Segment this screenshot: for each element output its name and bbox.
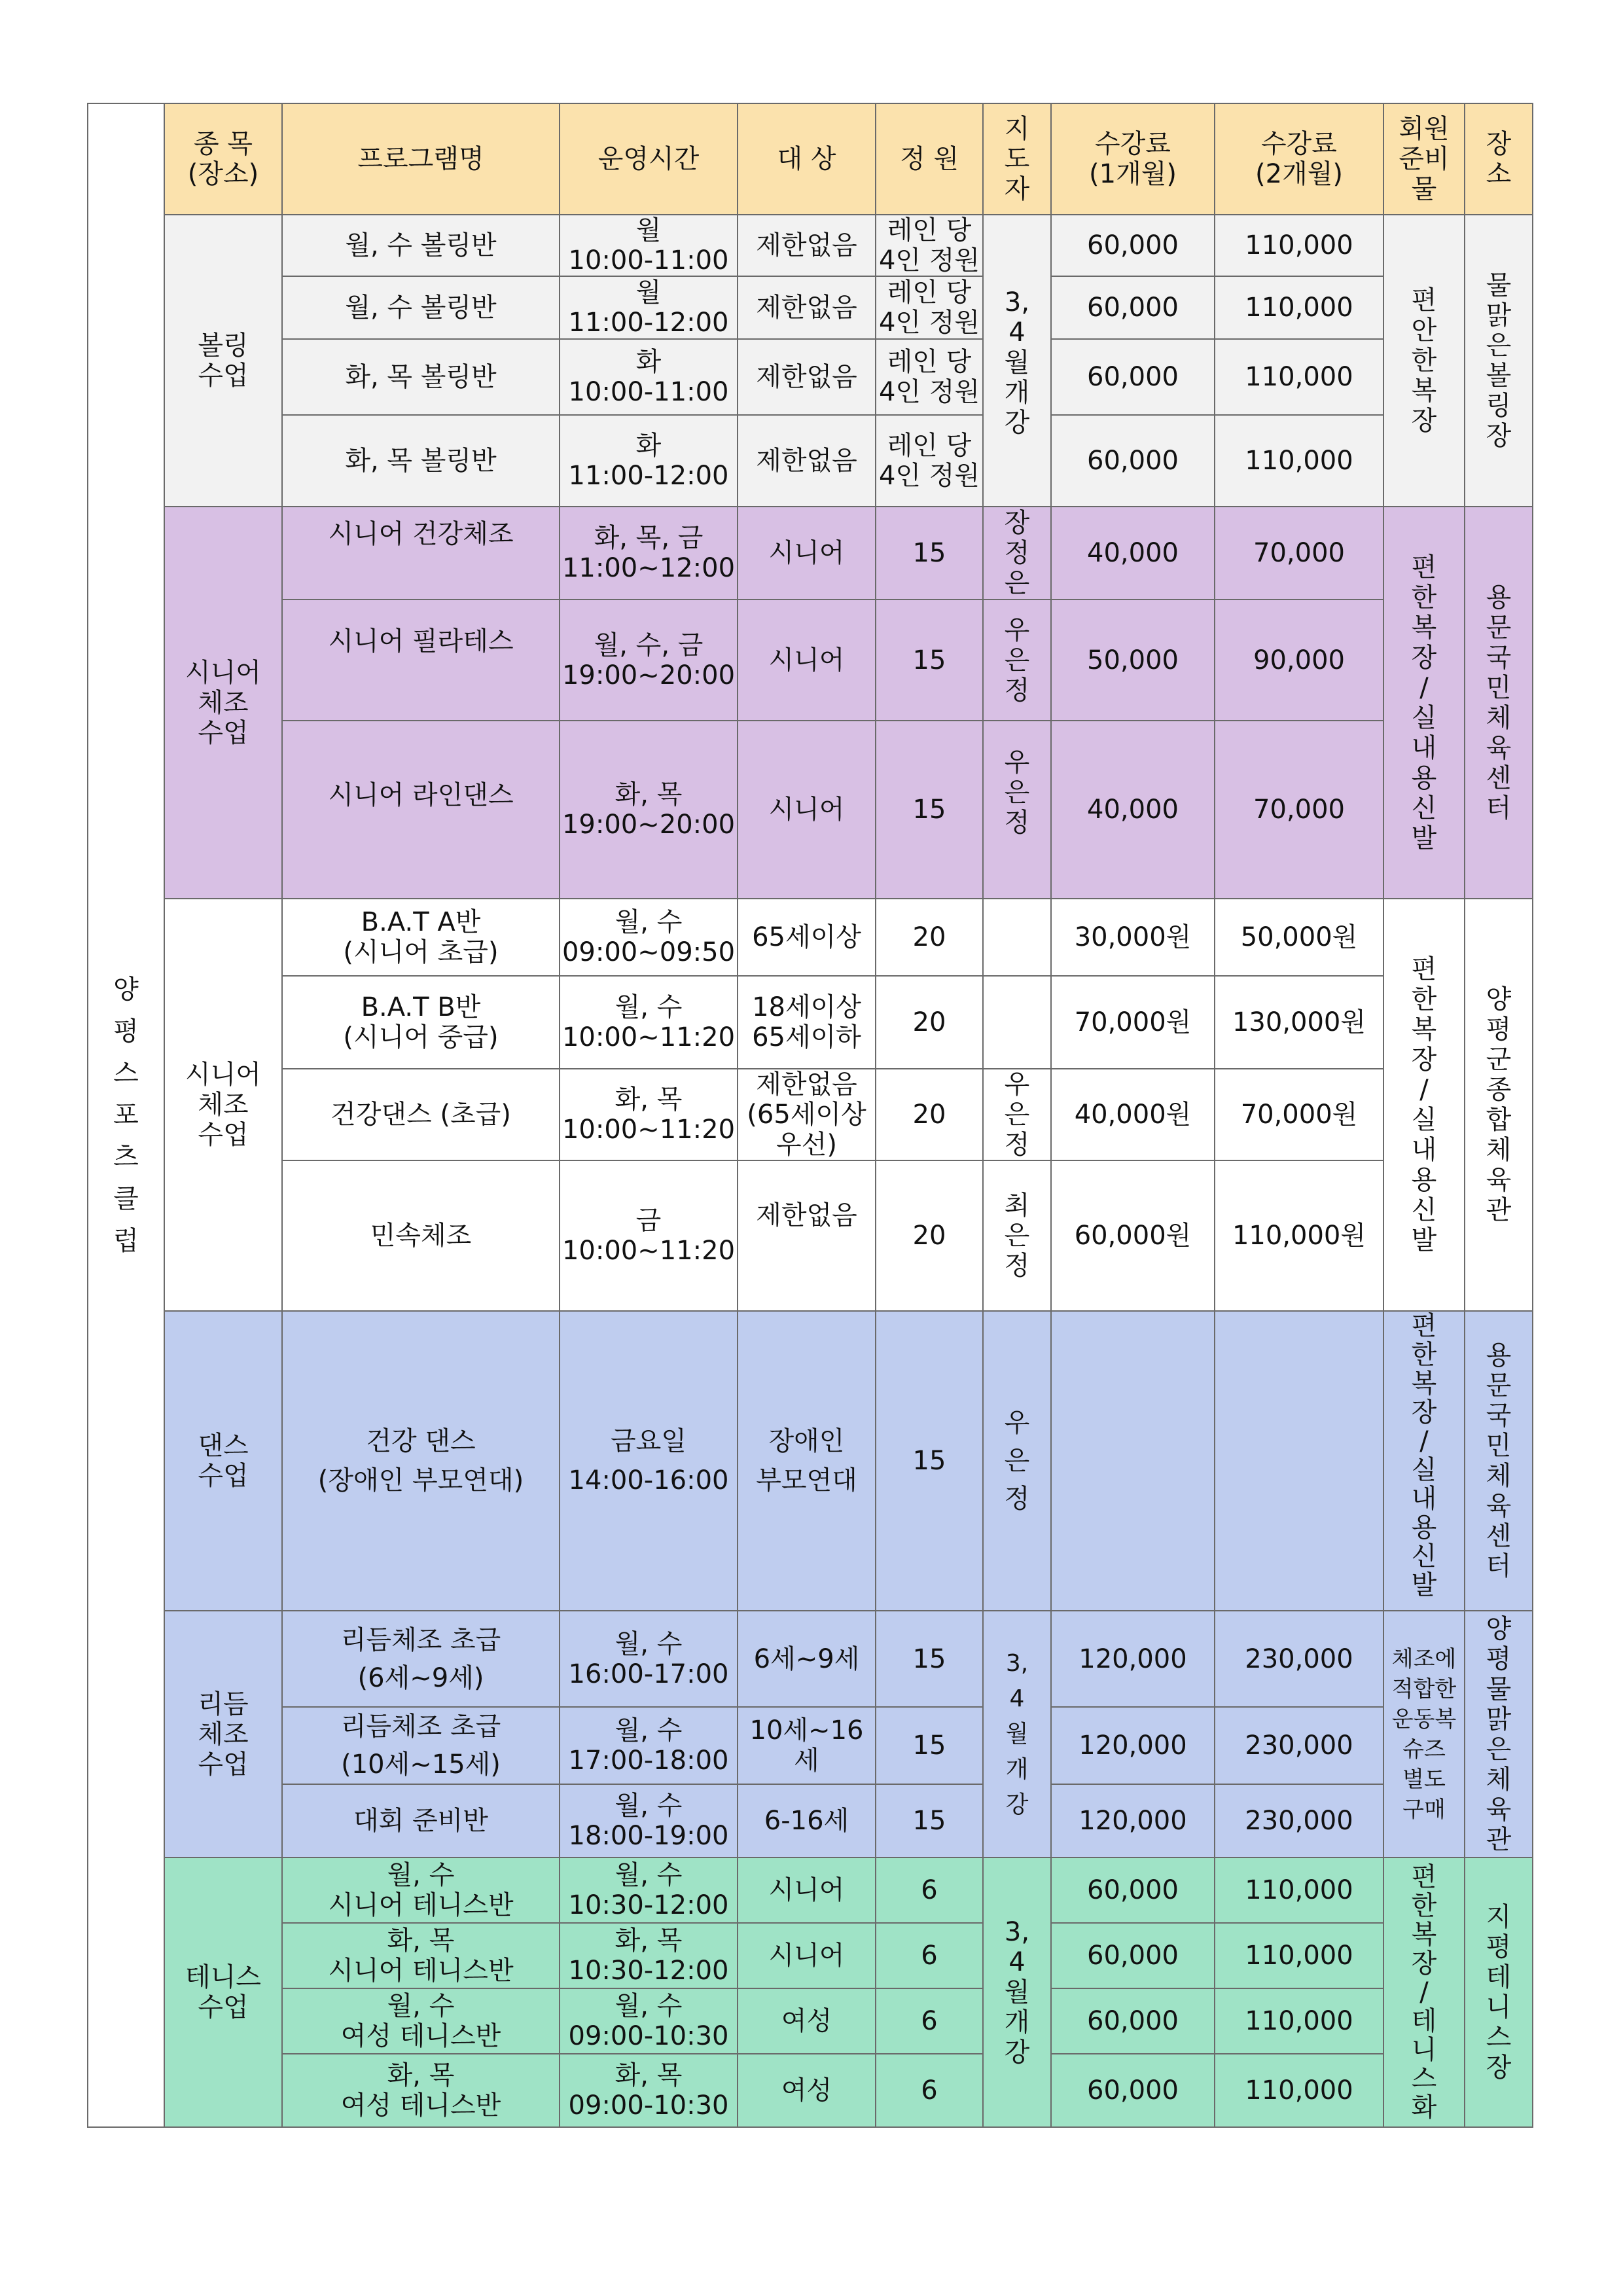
fee-2month-cell: 110,000 [1215, 276, 1383, 339]
table-row [88, 339, 1533, 415]
fee-1month-cell: 120,000 [1051, 1707, 1215, 1784]
program-cell: 월, 수 여성 테니스반 [282, 1988, 560, 2054]
table-row [88, 1611, 1533, 1707]
time-cell: 화, 목 19:00~20:00 [560, 721, 738, 899]
program-cell: 시니어 필라테스 [282, 600, 560, 721]
prep-cell: 편 한 복 장 / 실 내 용 신 발 [1383, 1311, 1465, 1611]
target-cell: 제한없음 (65세이상 우선) [738, 1069, 876, 1160]
capacity-cell: 레인 당 4인 정원 [876, 415, 983, 507]
instructor-cell: 3, 4 월 개 강 [983, 1857, 1051, 2127]
header-fee-1month: 수강료 (1개월) [1051, 103, 1215, 215]
program-cell: 화, 목 볼링반 [282, 339, 560, 415]
instructor-cell: 장 정 은 [983, 507, 1051, 600]
time-cell: 월 11:00-12:00 [560, 276, 738, 339]
fee-1month-cell: 70,000원 [1051, 976, 1215, 1069]
time-cell: 월, 수 10:30-12:00 [560, 1857, 738, 1923]
fee-1month-cell: 120,000 [1051, 1784, 1215, 1857]
target-cell: 제한없음 [738, 276, 876, 339]
table-row [88, 1784, 1533, 1857]
fee-2month-cell: 110,000 [1215, 415, 1383, 507]
time-cell: 월 10:00-11:00 [560, 215, 738, 276]
place-cell: 물 맑 은 볼 링 장 [1465, 215, 1533, 507]
program-cell: B.A.T B반 (시니어 중급) [282, 976, 560, 1069]
program-cell: 민속체조 [282, 1160, 560, 1311]
fee-2month-cell [1215, 1311, 1383, 1611]
program-cell: 시니어 라인댄스 [282, 721, 560, 899]
sport-tennis: 테니스 수업 [164, 1857, 282, 2127]
time-cell: 월, 수 09:00-10:30 [560, 1988, 738, 2054]
fee-1month-cell: 50,000 [1051, 600, 1215, 721]
target-cell: 6세~9세 [738, 1611, 876, 1707]
target-cell: 장애인 부모연대 [738, 1311, 876, 1611]
program-cell: 시니어 건강체조 [282, 507, 560, 600]
prep-cell: 체조에 적합한 운동복 슈즈 별도 구매 [1383, 1611, 1465, 1857]
prep-cell: 편 안 한 복 장 [1383, 215, 1465, 507]
header-capacity: 정 원 [876, 103, 983, 215]
capacity-cell: 6 [876, 2054, 983, 2127]
table-row [88, 2054, 1533, 2127]
header-time: 운영시간 [560, 103, 738, 215]
program-cell: B.A.T A반 (시니어 초급) [282, 899, 560, 976]
table-row [88, 507, 1533, 600]
fee-2month-cell: 70,000원 [1215, 1069, 1383, 1160]
instructor-cell: 우 은 정 [983, 1069, 1051, 1160]
place-cell: 지 평 테 니 스 장 [1465, 1857, 1533, 2127]
target-cell: 제한없음 [738, 415, 876, 507]
table-row [88, 1311, 1533, 1611]
header-target: 대 상 [738, 103, 876, 215]
program-cell: 월, 수 볼링반 [282, 276, 560, 339]
instructor-cell: 최 은 정 [983, 1160, 1051, 1311]
fee-1month-cell: 60,000 [1051, 1923, 1215, 1988]
header-prep: 회원 준비 물 [1383, 103, 1465, 215]
capacity-cell: 15 [876, 600, 983, 721]
target-cell: 제한없음 [738, 1160, 876, 1311]
time-cell: 월, 수 18:00-19:00 [560, 1784, 738, 1857]
program-schedule-table [87, 103, 1533, 2128]
time-cell: 화, 목, 금 11:00~12:00 [560, 507, 738, 600]
capacity-cell: 6 [876, 1988, 983, 2054]
fee-2month-cell: 230,000 [1215, 1707, 1383, 1784]
capacity-cell: 레인 당 4인 정원 [876, 215, 983, 276]
table-row [88, 1988, 1533, 2054]
capacity-cell: 20 [876, 899, 983, 976]
fee-1month-cell [1051, 1311, 1215, 1611]
instructor-cell: 3, 4 월 개 강 [983, 215, 1051, 507]
fee-1month-cell: 60,000 [1051, 276, 1215, 339]
target-cell: 여성 [738, 2054, 876, 2127]
time-cell: 월, 수, 금 19:00~20:00 [560, 600, 738, 721]
header-program: 프로그램명 [282, 103, 560, 215]
time-cell: 화, 목 09:00-10:30 [560, 2054, 738, 2127]
fee-1month-cell: 40,000 [1051, 507, 1215, 600]
program-cell: 화, 목 시니어 테니스반 [282, 1923, 560, 1988]
capacity-cell: 레인 당 4인 정원 [876, 339, 983, 415]
fee-2month-cell: 50,000원 [1215, 899, 1383, 976]
table-row [88, 976, 1533, 1069]
table-row [88, 215, 1533, 276]
fee-1month-cell: 120,000 [1051, 1611, 1215, 1707]
capacity-cell: 6 [876, 1923, 983, 1988]
target-cell: 시니어 [738, 721, 876, 899]
table-row [88, 415, 1533, 507]
header-place: 장 소 [1465, 103, 1533, 215]
sport-rhythm: 리듬 체조 수업 [164, 1611, 282, 1857]
instructor-cell: 우 은 정 [983, 721, 1051, 899]
capacity-cell: 15 [876, 1784, 983, 1857]
table-row [88, 600, 1533, 721]
capacity-cell: 15 [876, 1311, 983, 1611]
sport-senior-gym-2: 시니어 체조 수업 [164, 899, 282, 1311]
capacity-cell: 20 [876, 1160, 983, 1311]
fee-2month-cell: 130,000원 [1215, 976, 1383, 1069]
fee-2month-cell: 90,000 [1215, 600, 1383, 721]
fee-1month-cell: 60,000원 [1051, 1160, 1215, 1311]
program-cell: 화, 목 볼링반 [282, 415, 560, 507]
capacity-cell: 15 [876, 1707, 983, 1784]
table-row [88, 276, 1533, 339]
target-cell: 제한없음 [738, 215, 876, 276]
fee-2month-cell: 110,000 [1215, 1923, 1383, 1988]
time-cell: 월, 수 09:00~09:50 [560, 899, 738, 976]
table-row [88, 899, 1533, 976]
time-cell: 월, 수 17:00-18:00 [560, 1707, 738, 1784]
fee-2month-cell: 230,000 [1215, 1784, 1383, 1857]
table-row [88, 1160, 1533, 1311]
program-cell: 화, 목 여성 테니스반 [282, 2054, 560, 2127]
prep-cell: 편 한 복 장 / 실 내 용 신 발 [1383, 507, 1465, 899]
fee-2month-cell: 110,000 [1215, 2054, 1383, 2127]
time-cell: 금요일 14:00-16:00 [560, 1311, 738, 1611]
prep-cell: 편 한 복 장 / 실 내 용 신 발 [1383, 899, 1465, 1311]
header-fee-2month: 수강료 (2개월) [1215, 103, 1383, 215]
program-cell: 월, 수 시니어 테니스반 [282, 1857, 560, 1923]
capacity-cell: 레인 당 4인 정원 [876, 276, 983, 339]
program-cell: 대회 준비반 [282, 1784, 560, 1857]
fee-1month-cell: 60,000 [1051, 415, 1215, 507]
time-cell: 화 10:00-11:00 [560, 339, 738, 415]
table-row [88, 1857, 1533, 1923]
program-cell: 리듬체조 초급 (10세~15세) [282, 1707, 560, 1784]
header-row [88, 103, 1533, 215]
capacity-cell: 15 [876, 1611, 983, 1707]
sport-senior-gym: 시니어 체조 수업 [164, 507, 282, 899]
capacity-cell: 20 [876, 976, 983, 1069]
instructor-cell [983, 976, 1051, 1069]
fee-1month-cell: 60,000 [1051, 339, 1215, 415]
header-sport: 종 목 (장소) [164, 103, 282, 215]
instructor-cell: 3, 4 월 개 강 [983, 1611, 1051, 1857]
fee-2month-cell: 110,000 [1215, 215, 1383, 276]
capacity-cell: 6 [876, 1857, 983, 1923]
fee-2month-cell: 70,000 [1215, 507, 1383, 600]
table-row [88, 1069, 1533, 1160]
fee-1month-cell: 60,000 [1051, 215, 1215, 276]
target-cell: 65세이상 [738, 899, 876, 976]
capacity-cell: 20 [876, 1069, 983, 1160]
sport-bowling: 볼링 수업 [164, 215, 282, 507]
place-cell: 용 문 국 민 체 육 센 터 [1465, 507, 1533, 899]
program-cell: 건강댄스 (초급) [282, 1069, 560, 1160]
place-cell: 양 평 군 종 합 체 육 관 [1465, 899, 1533, 1311]
instructor-cell: 우 은 정 [983, 600, 1051, 721]
target-cell: 시니어 [738, 1857, 876, 1923]
target-cell: 여성 [738, 1988, 876, 2054]
program-cell: 건강 댄스 (장애인 부모연대) [282, 1311, 560, 1611]
table-row [88, 1707, 1533, 1784]
fee-2month-cell: 110,000 [1215, 1857, 1383, 1923]
club-name [88, 103, 164, 2127]
time-cell: 금 10:00~11:20 [560, 1160, 738, 1311]
table-row [88, 1923, 1533, 1988]
time-cell: 월, 수 16:00-17:00 [560, 1611, 738, 1707]
fee-1month-cell: 60,000 [1051, 1988, 1215, 2054]
sport-dance: 댄스 수업 [164, 1311, 282, 1611]
target-cell: 제한없음 [738, 339, 876, 415]
target-cell: 10세~16세 [738, 1707, 876, 1784]
target-cell: 6-16세 [738, 1784, 876, 1857]
capacity-cell: 15 [876, 507, 983, 600]
fee-2month-cell: 70,000 [1215, 721, 1383, 899]
prep-cell: 편 한 복 장 / 테 니 스 화 [1383, 1857, 1465, 2127]
time-cell: 화 11:00-12:00 [560, 415, 738, 507]
header-instructor: 지 도 자 [983, 103, 1051, 215]
place-cell: 양 평 물 맑 은 체 육 관 [1465, 1611, 1533, 1857]
place-cell: 용 문 국 민 체 육 센 터 [1465, 1311, 1533, 1611]
target-cell: 시니어 [738, 600, 876, 721]
instructor-cell: 우 은 정 [983, 1311, 1051, 1611]
program-cell: 월, 수 볼링반 [282, 215, 560, 276]
time-cell: 화, 목 10:00~11:20 [560, 1069, 738, 1160]
instructor-cell [983, 899, 1051, 976]
fee-2month-cell: 110,000 [1215, 1988, 1383, 2054]
program-cell: 리듬체조 초급 (6세~9세) [282, 1611, 560, 1707]
target-cell: 18세이상 65세이하 [738, 976, 876, 1069]
table-row [88, 721, 1533, 899]
time-cell: 월, 수 10:00~11:20 [560, 976, 738, 1069]
fee-1month-cell: 40,000 [1051, 721, 1215, 899]
fee-1month-cell: 60,000 [1051, 1857, 1215, 1923]
fee-2month-cell: 110,000 [1215, 339, 1383, 415]
target-cell: 시니어 [738, 507, 876, 600]
capacity-cell: 15 [876, 721, 983, 899]
fee-1month-cell: 60,000 [1051, 2054, 1215, 2127]
fee-2month-cell: 230,000 [1215, 1611, 1383, 1707]
club-name-vertical: 양 평 스 포 츠 클 럽 [113, 975, 139, 1256]
fee-1month-cell: 40,000원 [1051, 1069, 1215, 1160]
time-cell: 화, 목 10:30-12:00 [560, 1923, 738, 1988]
target-cell: 시니어 [738, 1923, 876, 1988]
fee-2month-cell: 110,000원 [1215, 1160, 1383, 1311]
fee-1month-cell: 30,000원 [1051, 899, 1215, 976]
